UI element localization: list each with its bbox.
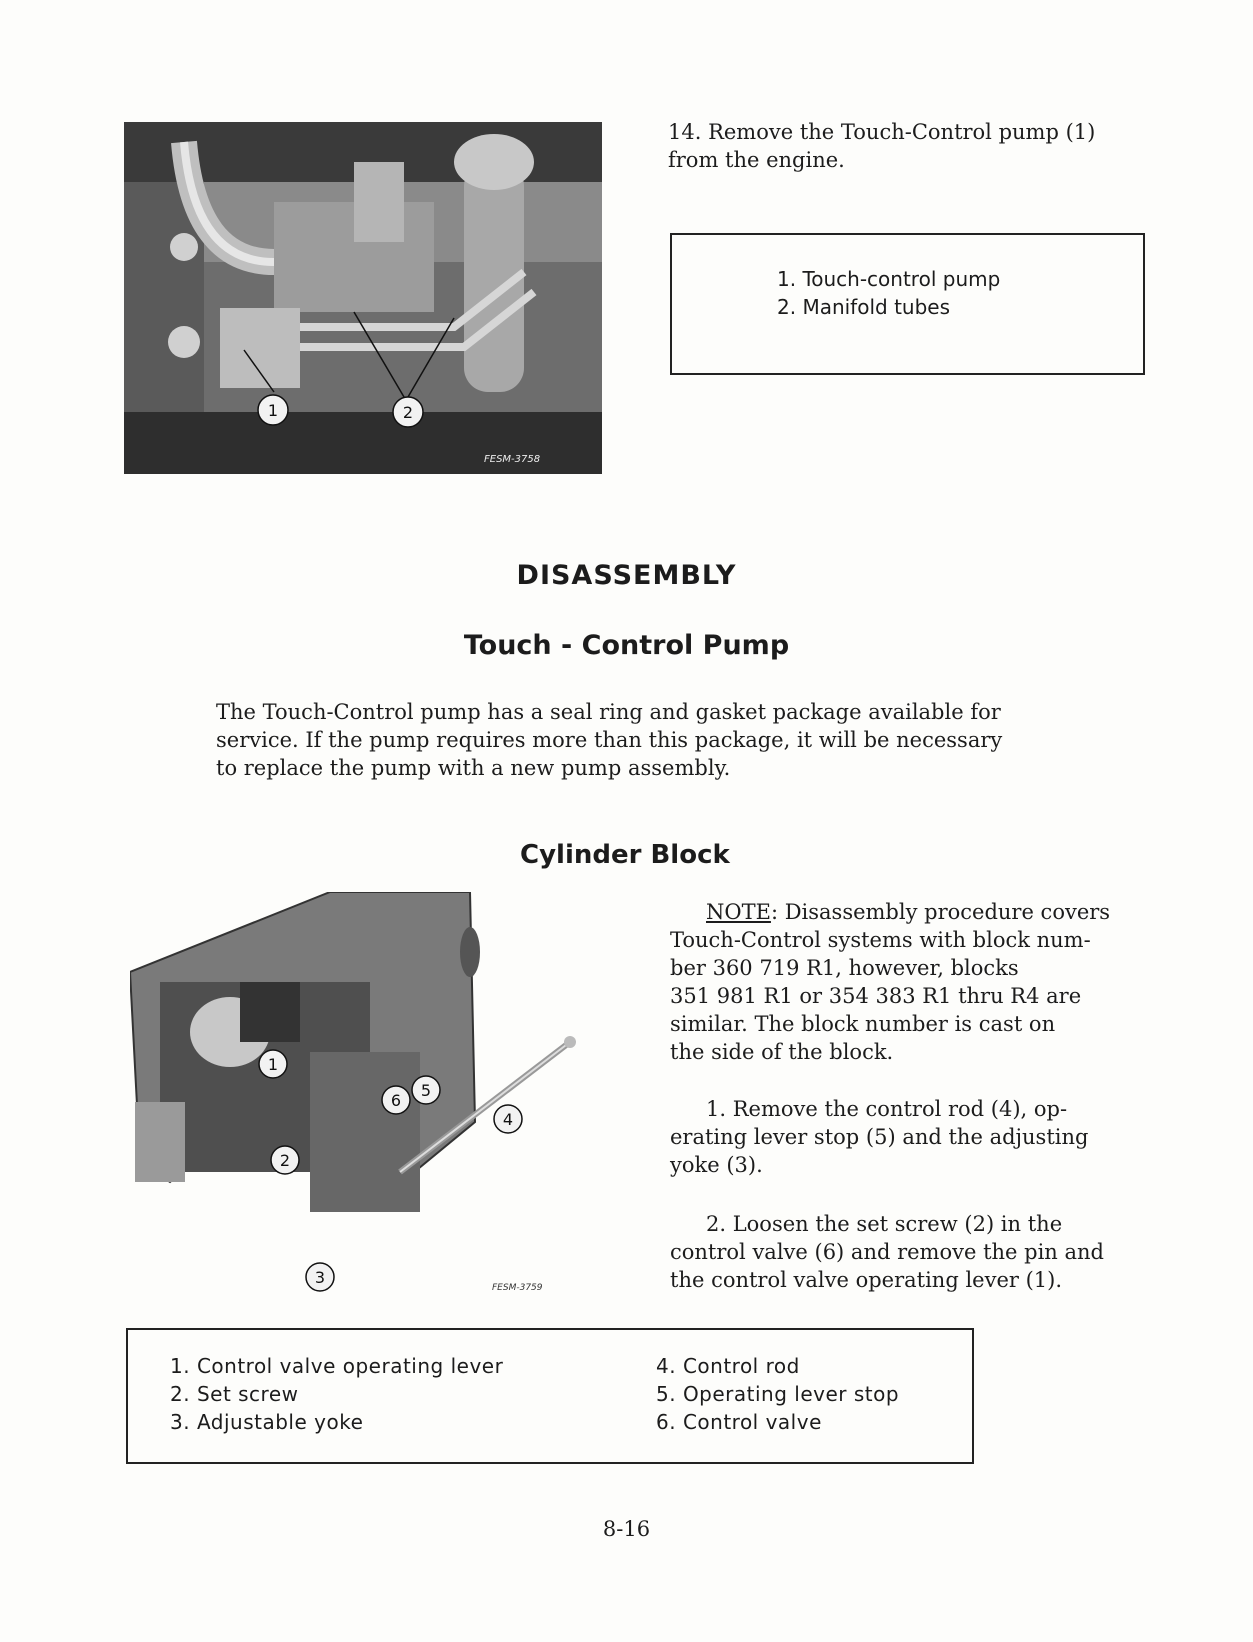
callout-3	[306, 1263, 334, 1291]
svg-text:6: 6	[390, 1091, 402, 1110]
callout-5	[412, 1076, 440, 1104]
note-paragraph: NOTE: Disassembly procedure covers Touch-Control systems with block num- ber 360 719 R1, however, blocks 351 981 R1 or 354 383 R1 thru R4 are similar. The block number is cast on the side of the block.	[670, 900, 1111, 1064]
svg-text:1: 1	[267, 1055, 279, 1074]
legend-item: 3. Adjustable yoke	[170, 1410, 364, 1434]
svg-text:3: 3	[314, 1268, 326, 1287]
svg-text:5: 5	[420, 1081, 432, 1100]
legend-box-2	[126, 1328, 974, 1464]
heading-cylinder-block: Cylinder Block	[520, 840, 730, 870]
intro-paragraph: The Touch-Control pump has a seal ring and gasket package available for service. If the pump requires more than this package, it will be necessary to replace the pump with a new pump assembly.	[216, 700, 1003, 780]
step-2: 2. Loosen the set screw (2) in the control valve (6) and remove the pin and the control valve operating lever (1).	[670, 1212, 1104, 1292]
legend-item: 6. Control valve	[656, 1410, 822, 1434]
legend-item: 1. Control valve operating lever	[170, 1354, 504, 1378]
svg-text:2: 2	[402, 403, 414, 422]
callout-2	[271, 1146, 299, 1174]
step-14: 14. Remove the Touch-Control pump (1) from the engine.	[668, 120, 1096, 172]
page-number: 8-16	[602, 1517, 651, 1541]
legend-item: 5. Operating lever stop	[656, 1382, 900, 1406]
legend-item: 2. Set screw	[170, 1382, 299, 1406]
figure-code: FESM-3758	[484, 454, 541, 465]
svg-text:4: 4	[502, 1110, 514, 1129]
cylinder-block-photo	[130, 892, 600, 1300]
legend-item: 2. Manifold tubes	[777, 295, 951, 319]
legend-box-1	[670, 233, 1145, 375]
heading-touch-control-pump: Touch - Control Pump	[463, 630, 790, 661]
callout-1	[258, 395, 288, 425]
svg-text:2: 2	[279, 1151, 291, 1170]
callout-2	[393, 397, 423, 427]
legend-item: 1. Touch-control pump	[777, 267, 1001, 291]
legend-item: 4. Control rod	[656, 1354, 800, 1378]
callout-4	[494, 1105, 522, 1133]
touch-control-pump-photo	[124, 122, 602, 474]
step-1: 1. Remove the control rod (4), op- erating lever stop (5) and the adjusting yoke (3).	[670, 1097, 1089, 1177]
callout-6	[382, 1086, 410, 1114]
svg-text:1: 1	[267, 401, 279, 420]
figure-code: FESM-3759	[492, 1283, 543, 1293]
heading-disassembly: DISASSEMBLY	[516, 560, 737, 591]
callout-1	[259, 1050, 287, 1078]
